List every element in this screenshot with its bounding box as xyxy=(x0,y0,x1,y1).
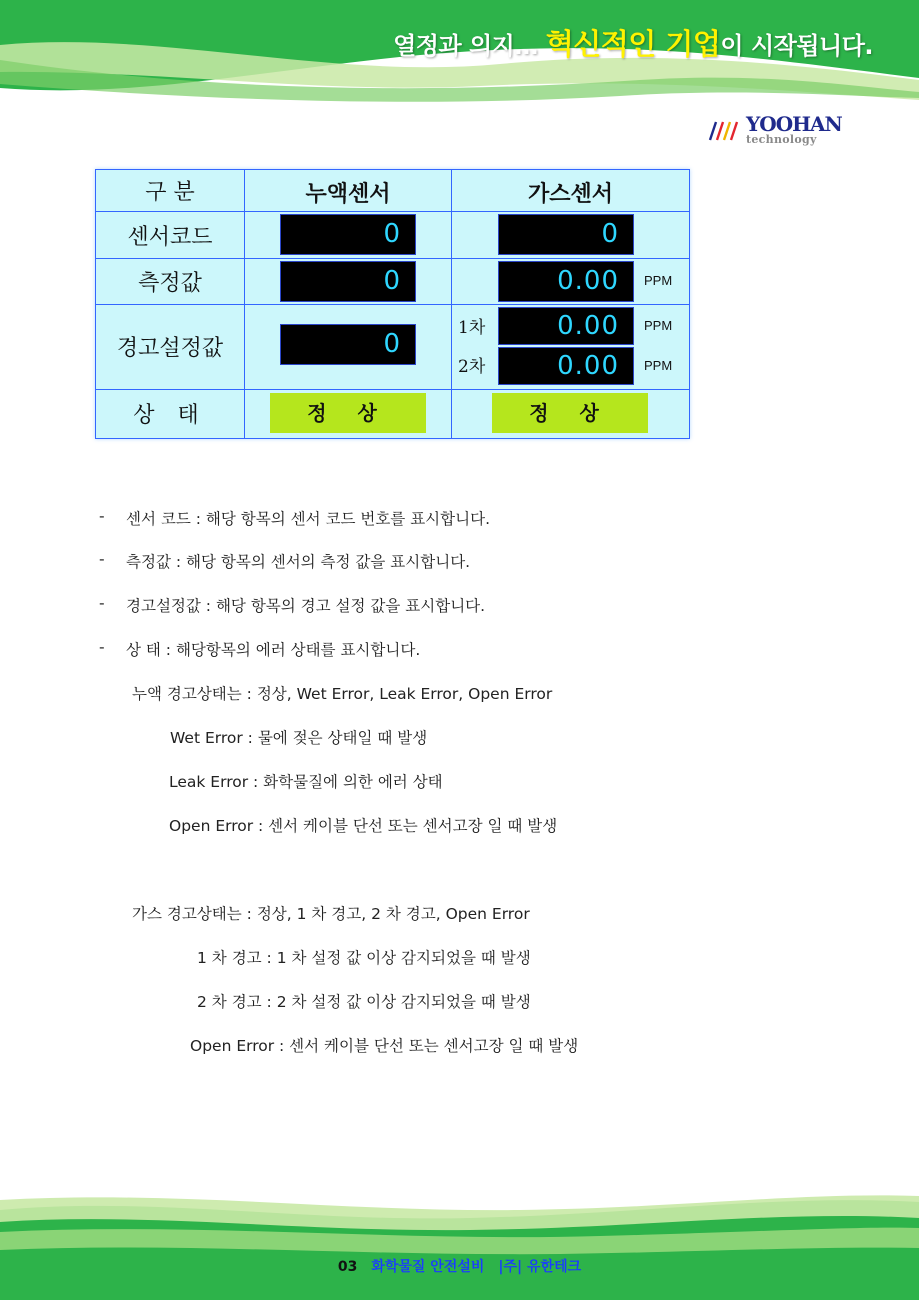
leak-measured-display: 0 xyxy=(280,261,416,302)
gas-sensor-code-display: 0 xyxy=(498,214,634,255)
sensor-status-table xyxy=(95,169,690,439)
leak-sensor-code-display: 0 xyxy=(280,214,416,255)
page-number: 03 xyxy=(337,1259,358,1275)
leak-status-badge: 정 상 xyxy=(270,393,426,433)
gas-measured-display: 0.00 xyxy=(498,261,634,302)
gas-status-badge: 정 상 xyxy=(492,393,648,433)
desc-item-sensor-code: 센서 코드 : 해당 항목의 센서 코드 번호를 표시합니다. xyxy=(126,510,490,528)
bullet-dash: - xyxy=(99,507,105,525)
gas-detail-level1: 1 차 경고 : 1 차 설정 값 이상 감지되었을 때 발생 xyxy=(197,949,531,967)
gas-level1-label: 1차 xyxy=(458,318,486,338)
gas-status-intro: 가스 경고상태는 : 정상, 1 차 경고, 2 차 경고, Open Error xyxy=(132,905,530,923)
gas-level1-unit: PPM xyxy=(644,318,673,333)
header-category-label: 구 분 xyxy=(145,180,195,205)
header-leak-sensor: 누액센서 xyxy=(305,182,391,207)
row-label-status: 상 태 xyxy=(133,403,207,428)
gas-level1-display: 0.00 xyxy=(498,307,634,345)
logo-stripes-icon xyxy=(708,116,744,144)
row-label-warning-setting: 경고설정값 xyxy=(116,336,224,361)
header-gas-sensor: 가스센서 xyxy=(527,182,613,207)
footer-doc-title: 화학물질 안전설비 xyxy=(371,1259,485,1275)
desc-item-measured: 측정값 : 해당 항목의 센서의 측정 값을 표시합니다. xyxy=(126,553,471,571)
desc-item-status: 상 태 : 해당항목의 에러 상태를 표시합니다. xyxy=(126,641,421,659)
slogan-highlight: 혁신적인 기업 xyxy=(545,27,721,61)
bullet-dash: - xyxy=(99,638,105,656)
leak-status-intro: 누액 경고상태는 : 정상, Wet Error, Leak Error, Open Error xyxy=(132,685,553,703)
footer-company: |주| 유한테크 xyxy=(498,1259,582,1275)
desc-item-warning: 경고설정값 : 해당 항목의 경고 설정 값을 표시합니다. xyxy=(126,597,486,615)
logo-wordmark: YOOHAN xyxy=(746,112,842,136)
leak-detail-open: Open Error : 센서 케이블 단선 또는 센서고장 일 때 발생 xyxy=(169,817,558,835)
gas-level2-display: 0.00 xyxy=(498,347,634,385)
company-logo xyxy=(708,112,858,152)
row-label-measured: 측정값 xyxy=(138,271,202,296)
footer-banner xyxy=(0,1192,919,1300)
row-divider xyxy=(96,211,689,212)
leak-warning-display: 0 xyxy=(280,324,416,365)
slogan-pre: 열정과 의지… xyxy=(393,32,546,60)
leak-detail-wet: Wet Error : 물에 젖은 상태일 때 발생 xyxy=(170,729,428,747)
leak-detail-leak: Leak Error : 화학물질에 의한 에러 상태 xyxy=(169,773,443,791)
row-divider xyxy=(96,258,689,259)
footer-text xyxy=(0,1256,919,1276)
bullet-dash: - xyxy=(99,550,105,568)
gas-level2-unit: PPM xyxy=(644,358,673,373)
row-divider xyxy=(96,389,689,390)
row-label-sensor-code: 센서코드 xyxy=(127,225,213,250)
header-slogan xyxy=(393,22,873,63)
gas-detail-level2: 2 차 경고 : 2 차 설정 값 이상 감지되었을 때 발생 xyxy=(197,993,531,1011)
gas-measured-unit: PPM xyxy=(644,273,673,288)
slogan-post: 이 시작됩니다. xyxy=(720,32,873,60)
gas-detail-open: Open Error : 센서 케이블 단선 또는 센서고장 일 때 발생 xyxy=(190,1037,579,1055)
gas-level2-label: 2차 xyxy=(458,357,486,377)
bullet-dash: - xyxy=(99,594,105,612)
row-divider xyxy=(96,304,689,305)
logo-subtitle: technology xyxy=(746,133,817,146)
